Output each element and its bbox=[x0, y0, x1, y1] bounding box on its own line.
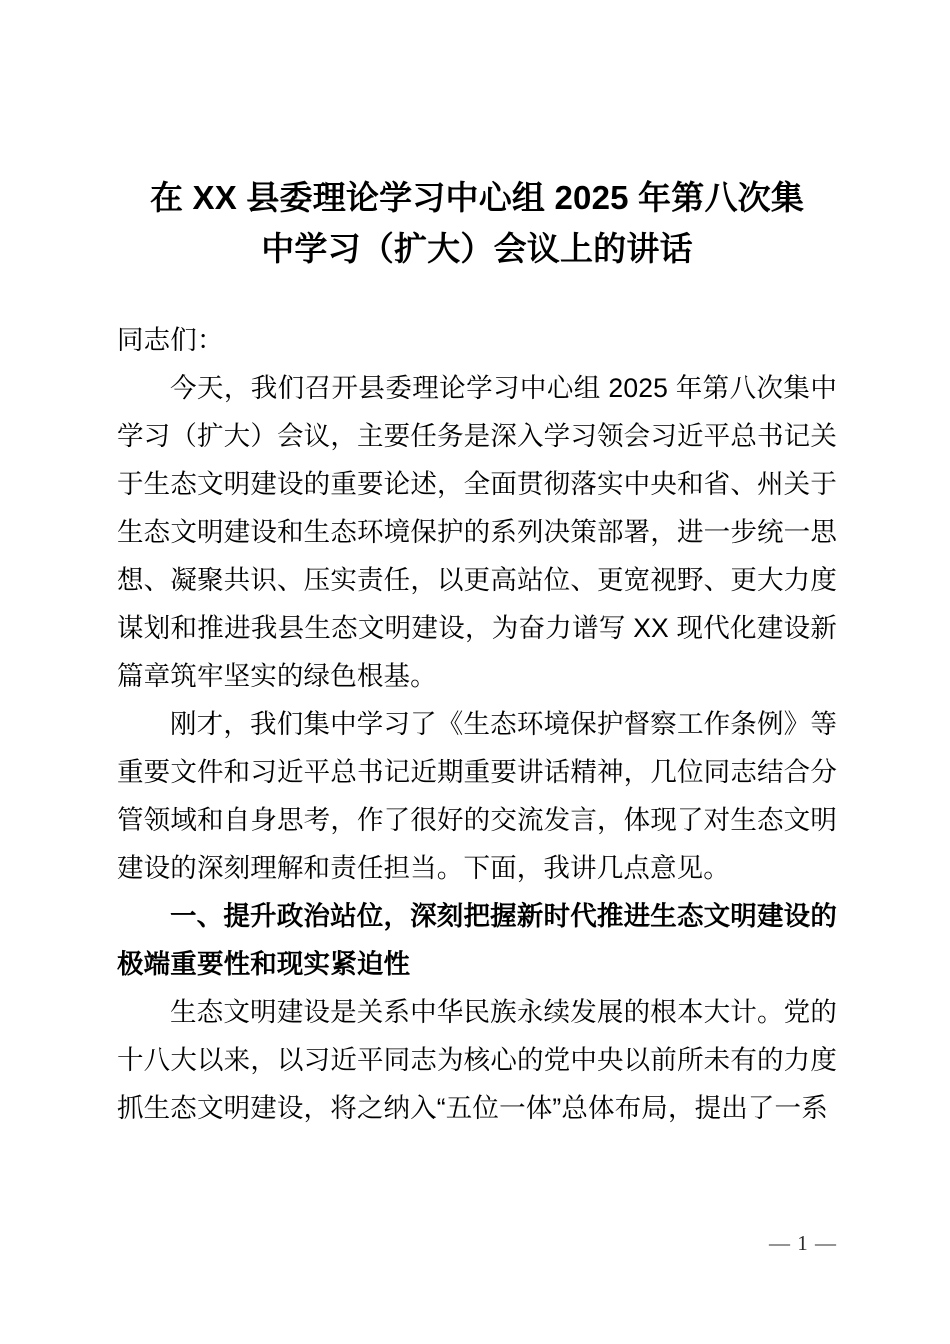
title-line-2: 中学习（扩大）会议上的讲话 bbox=[261, 230, 693, 267]
title-line-1: 在 XX 县委理论学习中心组 2025 年第八次集 bbox=[149, 179, 805, 216]
page-footer bbox=[117, 1228, 837, 1258]
salutation: 同志们： bbox=[117, 325, 224, 355]
paragraph-2: 刚才，我们集中学习了《生态环境保护督察工作条例》等重要文件和习近平总书记近期重要讲话精神，几位同志结合分管领域和自身思考，作了很好的交流发言，体现了对生态文明建设的深刻理解和责任担当。下面，我讲几点意见。 bbox=[117, 709, 837, 883]
document-content bbox=[117, 0, 837, 1132]
paragraph-1: 今天，我们召开县委理论学习中心组 2025 年第八次集中学习（扩大）会议，主要任务是深入学习领会习近平总书记关于生态文明建设的重要论述，全面贯彻落实中央和省、州关于生态文明建设和生态环境保护的系列决策部署，进一步统一思想、凝聚共识、压实责任，以更高站位、更宽视野、更大力度谋划和推进我县生态文明建设，为奋力谱写 XX 现代化建设新篇章筑牢坚实的绿色根基。 bbox=[117, 373, 837, 691]
document-body bbox=[117, 316, 837, 1132]
page-title bbox=[117, 0, 837, 274]
page-number: — 1 — bbox=[769, 1231, 837, 1255]
section-1-paragraph-1: 生态文明建设是关系中华民族永续发展的根本大计。党的十八大以来，以习近平同志为核心的党中央以前所未有的力度抓生态文明建设，将之纳入“五位一体”总体布局，提出了一系 bbox=[117, 997, 837, 1123]
section-heading-1: 一、提升政治站位，深刻把握新时代推进生态文明建设的极端重要性和现实紧迫性 bbox=[117, 901, 837, 979]
